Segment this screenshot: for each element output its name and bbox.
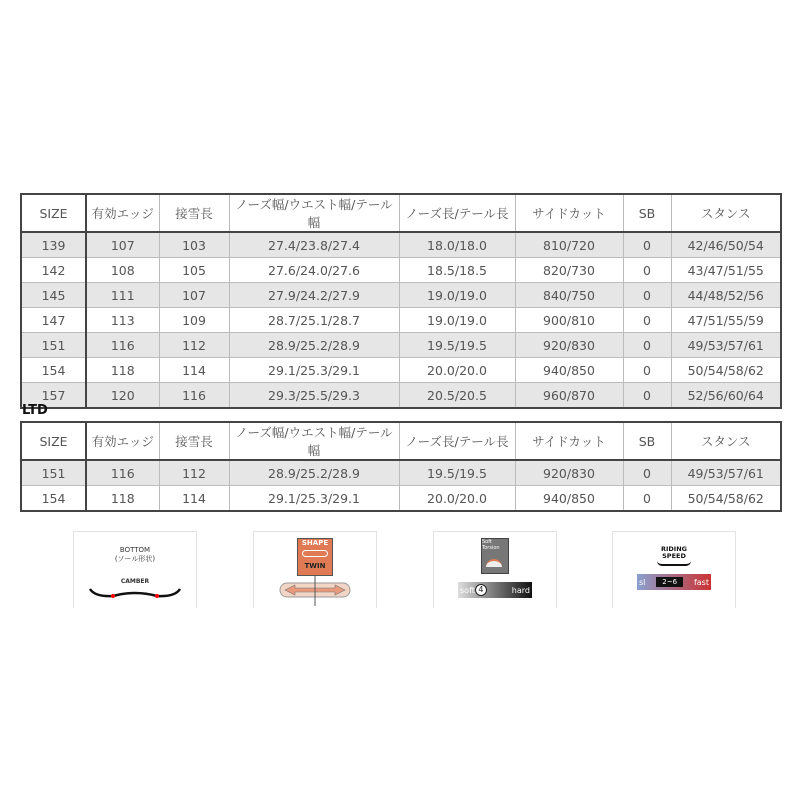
table-cell: 0	[623, 258, 671, 283]
table-cell: 154	[21, 358, 86, 383]
table-cell: 28.7/25.1/28.7	[229, 308, 399, 333]
column-header: ノーズ幅/ウエスト幅/テール幅	[229, 422, 399, 460]
table-cell: 0	[623, 308, 671, 333]
table-cell: 116	[159, 383, 229, 409]
table-cell: 105	[159, 258, 229, 283]
flex-scale	[458, 582, 532, 598]
column-header: SIZE	[21, 422, 86, 460]
bottom-subtitle: (ソール形状)	[114, 555, 156, 563]
table-row	[21, 358, 781, 383]
table-cell: 27.4/23.8/27.4	[229, 232, 399, 258]
table-cell: 111	[86, 283, 159, 308]
table-cell: 940/850	[515, 486, 623, 512]
column-header: サイドカット	[515, 194, 623, 232]
table-row	[21, 232, 781, 258]
table-row	[21, 308, 781, 333]
table-row	[21, 383, 781, 409]
table-cell: 19.5/19.5	[399, 333, 515, 358]
table-cell: 112	[159, 460, 229, 486]
flex-hard: hard	[511, 585, 530, 595]
flex-soft: soft	[460, 585, 475, 595]
table-cell: 0	[623, 283, 671, 308]
table-cell: 116	[86, 460, 159, 486]
table-cell: 19.0/19.0	[399, 283, 515, 308]
table-cell: 920/830	[515, 460, 623, 486]
table-row	[21, 333, 781, 358]
soft-torsion-text: Soft Torsion	[482, 539, 500, 551]
shape-type: TWIN	[304, 562, 326, 570]
table-cell: 18.0/18.0	[399, 232, 515, 258]
speed-panel	[612, 531, 736, 608]
table-cell: 19.5/19.5	[399, 460, 515, 486]
table-cell: 145	[21, 283, 86, 308]
flex-value: 4	[475, 584, 487, 596]
table-cell: 19.0/19.0	[399, 308, 515, 333]
table-cell: 18.5/18.5	[399, 258, 515, 283]
table-cell: 960/870	[515, 383, 623, 409]
ltd-spec-table	[20, 421, 782, 512]
shape-title: SHAPE	[298, 539, 332, 547]
table-cell: 47/51/55/59	[671, 308, 781, 333]
table-cell: 114	[159, 358, 229, 383]
flex-panel	[433, 531, 557, 608]
table-cell: 20.0/20.0	[399, 358, 515, 383]
table-cell: 120	[86, 383, 159, 409]
table-row	[21, 486, 781, 512]
table-cell: 113	[86, 308, 159, 333]
table-cell: 49/53/57/61	[671, 333, 781, 358]
ltd-label: LTD	[22, 403, 48, 418]
table-cell: 112	[159, 333, 229, 358]
column-header: 接雪長	[159, 194, 229, 232]
camber-label: CAMBER	[120, 578, 150, 585]
table-cell: 29.1/25.3/29.1	[229, 358, 399, 383]
table-cell: 139	[21, 232, 86, 258]
camber-icon	[85, 585, 185, 601]
riding-speed-title: RIDING SPEED	[660, 545, 687, 560]
table-cell: 28.9/25.2/28.9	[229, 460, 399, 486]
table-cell: 147	[21, 308, 86, 333]
table-cell: 0	[623, 333, 671, 358]
table-cell: 43/47/51/55	[671, 258, 781, 283]
table-cell: 920/830	[515, 333, 623, 358]
table-cell: 44/48/52/56	[671, 283, 781, 308]
column-header: ノーズ長/テール長	[399, 422, 515, 460]
table-cell: 0	[623, 460, 671, 486]
column-header: SB	[623, 422, 671, 460]
soft-torsion-icon	[481, 538, 509, 574]
table-cell: 151	[21, 460, 86, 486]
table-cell: 52/56/60/64	[671, 383, 781, 409]
table-row	[21, 283, 781, 308]
table-cell: 50/54/58/62	[671, 486, 781, 512]
table-cell: 50/54/58/62	[671, 358, 781, 383]
twin-board-icon	[275, 576, 355, 606]
speed-slow: sl	[639, 577, 646, 587]
table-cell: 118	[86, 486, 159, 512]
shape-panel	[253, 531, 377, 608]
table-row	[21, 258, 781, 283]
table-cell: 810/720	[515, 232, 623, 258]
table-cell: 20.5/20.5	[399, 383, 515, 409]
table-cell: 900/810	[515, 308, 623, 333]
column-header: SB	[623, 194, 671, 232]
table-cell: 49/53/57/61	[671, 460, 781, 486]
speed-scale	[637, 574, 711, 590]
table-cell: 42/46/50/54	[671, 232, 781, 258]
spec-table	[20, 193, 782, 409]
table-cell: 20.0/20.0	[399, 486, 515, 512]
table-row	[21, 460, 781, 486]
column-header: スタンス	[671, 422, 781, 460]
table-cell: 28.9/25.2/28.9	[229, 333, 399, 358]
table-cell: 27.6/24.0/27.6	[229, 258, 399, 283]
table-cell: 107	[86, 232, 159, 258]
table-cell: 107	[159, 283, 229, 308]
column-header: SIZE	[21, 194, 86, 232]
table-cell: 0	[623, 358, 671, 383]
table-cell: 142	[21, 258, 86, 283]
column-header: 有効エッジ	[86, 194, 159, 232]
speed-fast: fast	[693, 577, 709, 587]
table-cell: 0	[623, 232, 671, 258]
column-header: ノーズ長/テール長	[399, 194, 515, 232]
shape-icon	[297, 538, 333, 576]
column-header: 有効エッジ	[86, 422, 159, 460]
table-cell: 109	[159, 308, 229, 333]
table-cell: 940/850	[515, 358, 623, 383]
speed-range: 2~6	[656, 577, 683, 587]
column-header: スタンス	[671, 194, 781, 232]
table-cell: 157	[21, 383, 86, 409]
table-cell: 840/750	[515, 283, 623, 308]
table-cell: 108	[86, 258, 159, 283]
table-cell: 103	[159, 232, 229, 258]
table-cell: 29.3/25.5/29.3	[229, 383, 399, 409]
table-cell: 114	[159, 486, 229, 512]
table-cell: 0	[623, 383, 671, 409]
table-cell: 151	[21, 333, 86, 358]
table-cell: 29.1/25.3/29.1	[229, 486, 399, 512]
table-cell: 820/730	[515, 258, 623, 283]
column-header: 接雪長	[159, 422, 229, 460]
table-cell: 0	[623, 486, 671, 512]
table-cell: 154	[21, 486, 86, 512]
table-cell: 116	[86, 333, 159, 358]
table-cell: 27.9/24.2/27.9	[229, 283, 399, 308]
bottom-title: BOTTOM	[119, 546, 151, 554]
bottom-panel	[73, 531, 197, 608]
column-header: ノーズ幅/ウエスト幅/テール幅	[229, 194, 399, 232]
column-header: サイドカット	[515, 422, 623, 460]
table-cell: 118	[86, 358, 159, 383]
